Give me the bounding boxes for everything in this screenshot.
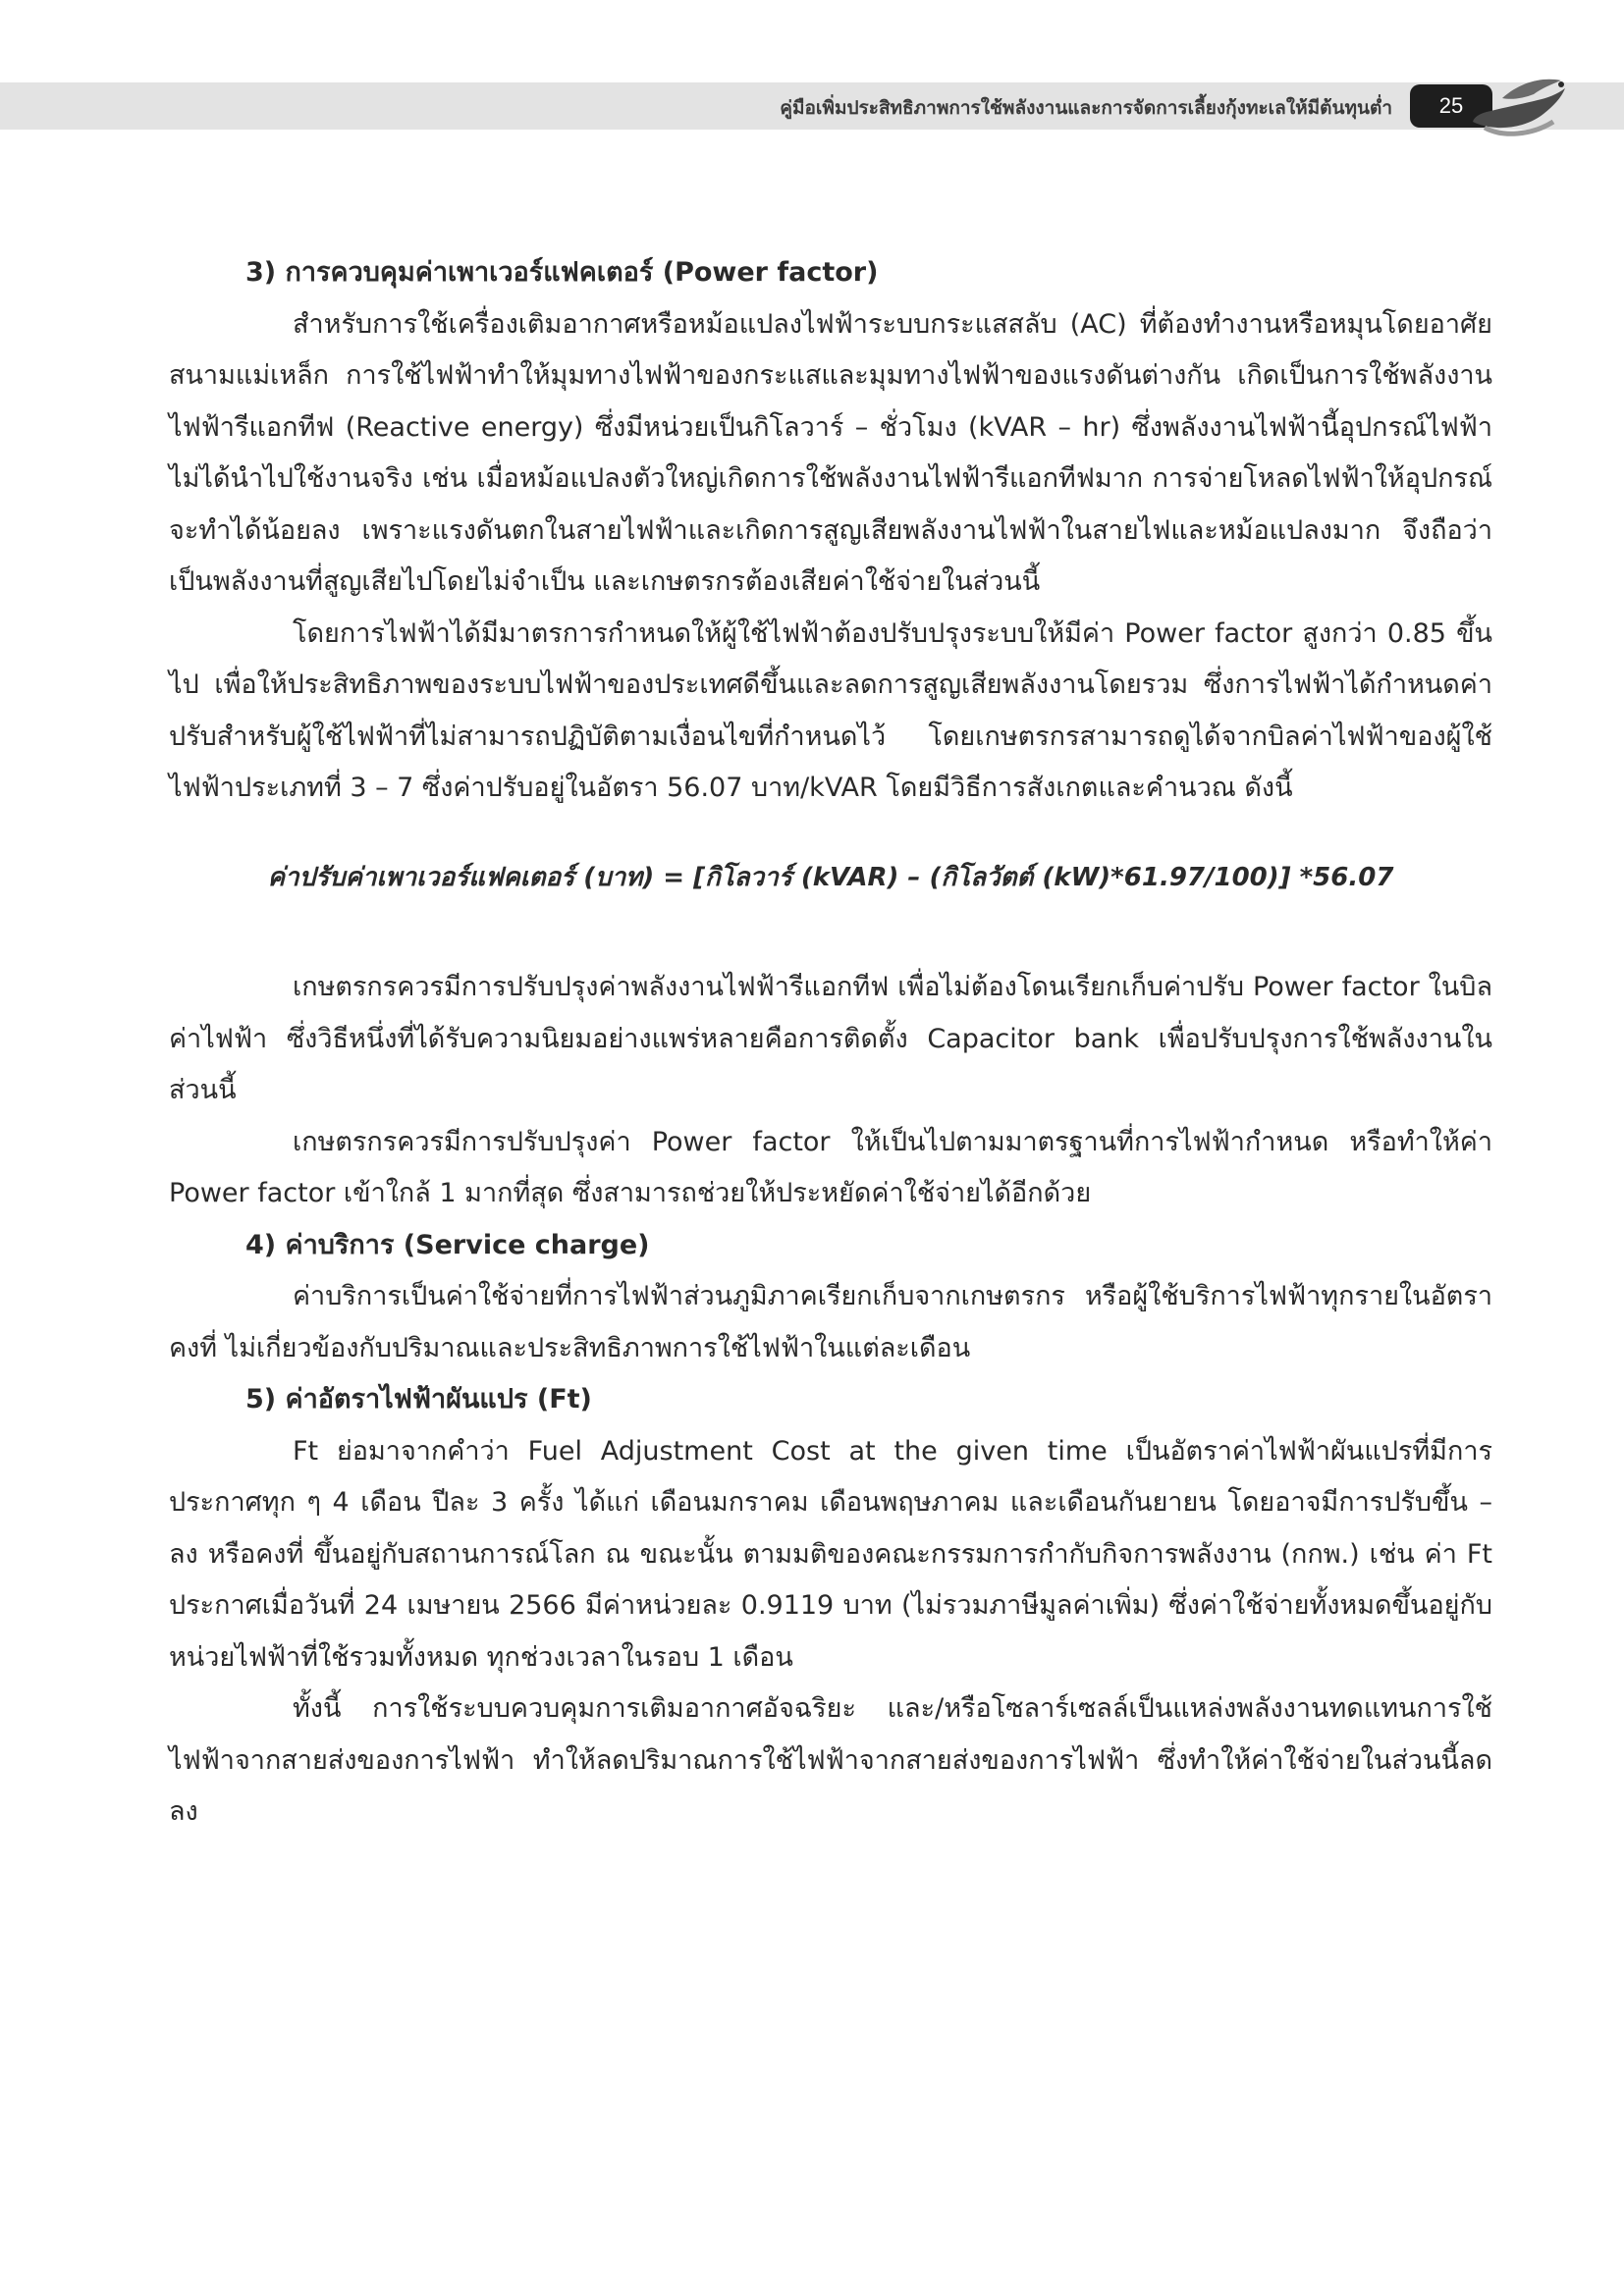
- section-5-heading: 5) ค่าอัตราไฟฟ้าผันแปร (Ft): [245, 1384, 592, 1415]
- page-content: [169, 247, 1492, 1839]
- section-3-paragraph-1: สำหรับการใช้เครื่องเติมอากาศหรือหม้อแปลงไฟฟ้าระบบกระแสสลับ (AC) ที่ต้องทำงานหรือหมุนโดยอาศัยสนามแม่เหล็ก การใช้ไฟฟ้าทำให้มุมทางไฟฟ้าของกระแสและมุมทางไฟฟ้าของแรงดันต่างกัน เกิดเป็นการใช้พลังงานไฟฟ้ารีแอกทีฟ (Reactive energy) ซึ่งมีหน่วยเป็นกิโลวาร์ – ชั่วโมง (kVAR – hr) ซึ่งพลังงานไฟฟ้านี้อุปกรณ์ไฟฟ้าไม่ได้นำไปใช้งานจริง เช่น เมื่อหม้อแปลงตัวใหญ่เกิดการใช้พลังงานไฟฟ้ารีแอกทีฟมาก การจ่ายโหลดไฟฟ้าให้อุปกรณ์จะทำได้น้อยลง เพราะแรงดันตกในสายไฟฟ้าและเกิดการสูญเสียพลังงานไฟฟ้าในสายไฟและหม้อแปลงมาก จึงถือว่าเป็นพลังงานที่สูญเสียไปโดยไม่จำเป็น และเกษตรกรต้องเสียค่าใช้จ่ายในส่วนนี้: [169, 308, 1492, 597]
- power-factor-formula: ค่าปรับค่าเพาเวอร์แฟคเตอร์ (บาท) = [กิโลวาร์ (kVAR) – (กิโลวัตต์ (kW)*61.97/100)] *56.07: [267, 862, 1394, 892]
- section-3-paragraph-4: เกษตรกรควรมีการปรับปรุงค่า Power factor ให้เป็นไปตามมาตรฐานที่การไฟฟ้ากำหนด หรือทำให้ค่า Power factor เข้าใกล้ 1 มากที่สุด ซึ่งสามารถช่วยให้ประหยัดค่าใช้จ่ายได้อีกด้วย: [169, 1126, 1492, 1208]
- running-header-title: คู่มือเพิ่มประสิทธิภาพการใช้พลังงานและการจัดการเลี้ยงกุ้งทะเลให้มีต้นทุนต่ำ: [780, 97, 1392, 119]
- section-4-heading: 4) ค่าบริการ (Service charge): [245, 1229, 650, 1260]
- section-4-paragraph-1: ค่าบริการเป็นค่าใช้จ่ายที่การไฟฟ้าส่วนภูมิภาคเรียกเก็บจากเกษตรกร หรือผู้ใช้บริการไฟฟ้าทุกรายในอัตราคงที่ ไม่เกี่ยวข้องกับปริมาณและประสิทธิภาพการใช้ไฟฟ้าในแต่ละเดือน: [169, 1281, 1492, 1363]
- section-5-paragraph-2: ทั้งนี้ การใช้ระบบควบคุมการเติมอากาศอัจฉริยะ และ/หรือโซลาร์เซลล์เป็นแหล่งพลังงานทดแทนการใช้ไฟฟ้าจากสายส่งของการไฟฟ้า ทำให้ลดปริมาณการใช้ไฟฟ้าจากสายส่งของการไฟฟ้า ซึ่งทำให้ค่าใช้จ่ายในส่วนนี้ลดลง: [169, 1693, 1492, 1827]
- shrimp-logo-icon: [1463, 69, 1573, 141]
- page-number-badge: 25: [1410, 84, 1492, 128]
- section-5-paragraph-1: Ft ย่อมาจากคำว่า Fuel Adjustment Cost at the given time เป็นอัตราค่าไฟฟ้าผันแปรที่มีการประกาศทุก ๆ 4 เดือน ปีละ 3 ครั้ง ได้แก่ เดือนมกราคม เดือนพฤษภาคม และเดือนกันยายน โดยอาจมีการปรับขึ้น – ลง หรือคงที่ ขึ้นอยู่กับสถานการณ์โลก ณ ขณะนั้น ตามมติของคณะกรรมการกำกับกิจการพลังงาน (กกพ.) เช่น ค่า Ft ประกาศเมื่อวันที่ 24 เมษายน 2566 มีค่าหน่วยละ 0.9119 บาท (ไม่รวมภาษีมูลค่าเพิ่ม) ซึ่งค่าใช้จ่ายทั้งหมดขึ้นอยู่กับหน่วยไฟฟ้าที่ใช้รวมทั้งหมด ทุกช่วงเวลาในรอบ 1 เดือน: [169, 1435, 1492, 1673]
- section-3-heading: 3) การควบคุมค่าเพาเวอร์แฟคเตอร์ (Power factor): [245, 257, 879, 288]
- section-3-paragraph-2: โดยการไฟฟ้าได้มีมาตรการกำหนดให้ผู้ใช้ไฟฟ้าต้องปรับปรุงระบบให้มีค่า Power factor สูงกว่า 0.85 ขึ้นไป เพื่อให้ประสิทธิภาพของระบบไฟฟ้าของประเทศดีขึ้นและลดการสูญเสียพลังงานโดยรวม ซึ่งการไฟฟ้าได้กำหนดค่าปรับสำหรับผู้ใช้ไฟฟ้าที่ไม่สามารถปฏิบัติตามเงื่อนไขที่กำหนดไว้ โดยเกษตรกรสามารถดูได้จากบิลค่าไฟฟ้าของผู้ใช้ไฟฟ้าประเภทที่ 3 – 7 ซึ่งค่าปรับอยู่ในอัตรา 56.07 บาท/kVAR โดยมีวิธีการสังเกตและคำนวณ ดังนี้: [169, 617, 1492, 803]
- section-3-paragraph-3: เกษตรกรควรมีการปรับปรุงค่าพลังงานไฟฟ้ารีแอกทีฟ เพื่อไม่ต้องโดนเรียกเก็บค่าปรับ Power factor ในบิลค่าไฟฟ้า ซึ่งวิธีหนึ่งที่ได้รับความนิยมอย่างแพร่หลายคือการติดตั้ง Capacitor bank เพื่อปรับปรุงการใช้พลังงานในส่วนนี้: [169, 972, 1492, 1105]
